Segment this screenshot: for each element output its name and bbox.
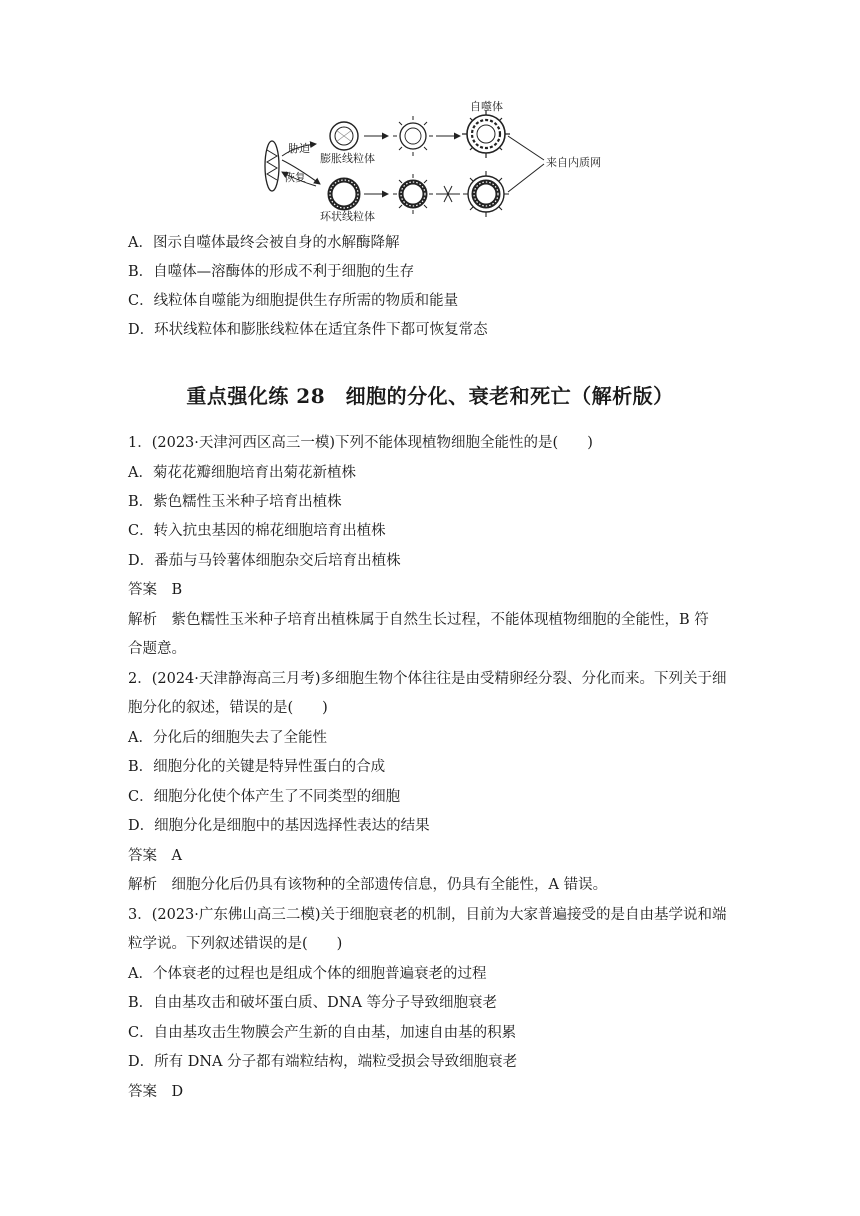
q1-analysis-line1: 解析 紫色糯性玉米种子培育出植株属于自然生长过程，不能体现植物细胞的全能性，B 符 xyxy=(128,612,709,628)
swollen-mitochondrion-icon xyxy=(330,122,358,150)
label-ring: 环状线粒体 xyxy=(320,210,375,223)
ring-mitochondrion-icon xyxy=(330,180,358,208)
ring-engulfed-icon xyxy=(393,174,433,214)
q2-analysis: 解析 细胞分化后仍具有该物种的全部遗传信息，仍具有全能性，A 错误。 xyxy=(128,877,608,893)
q3-option-d: D．所有 DNA 分子都有端粒结构，端粒受损会导致细胞衰老 xyxy=(128,1054,518,1070)
label-autophagosome: 自噬体 xyxy=(470,100,503,113)
option-a: A．图示自噬体最终会被自身的水解酶降解 xyxy=(128,235,400,251)
q3-option-c: C．自由基攻击生物膜会产生新的自由基，加速自由基的积累 xyxy=(128,1025,517,1041)
normal-mitochondrion-icon xyxy=(265,141,279,191)
q2-option-b: B．细胞分化的关键是特异性蛋白的合成 xyxy=(128,759,386,775)
q1-option-d: D．番茄与马铃薯体细胞杂交后培育出植株 xyxy=(128,553,401,569)
autophagosome-top-icon xyxy=(462,110,510,158)
q1-option-b: B．紫色糯性玉米种子培育出植株 xyxy=(128,494,342,510)
q3-answer: 答案 D xyxy=(128,1084,184,1100)
q1-answer: 答案 B xyxy=(128,582,183,598)
label-recover: 恢复 xyxy=(284,171,306,184)
option-d: D．环状线粒体和膨胀线粒体在适宜条件下都可恢复常态 xyxy=(128,322,488,338)
option-b: B．自噬体—溶酶体的形成不利于细胞的生存 xyxy=(128,264,415,280)
section-title: 重点强化练 28 细胞的分化、衰老和死亡（解析版） xyxy=(186,384,674,408)
q2-stem-line1: 2．(2024·天津静海高三月考)多细胞生物个体往往是由受精卵经分裂、分化而来。下列关于细 xyxy=(128,671,727,687)
label-swollen: 膨胀线粒体 xyxy=(320,152,375,165)
option-c: C．线粒体自噬能为细胞提供生存所需的物质和能量 xyxy=(128,293,459,309)
q2-stem-line2: 胞分化的叙述，错误的是( ) xyxy=(128,700,328,716)
autophagosome-bottom-icon xyxy=(463,171,509,217)
q3-stem-line2: 粒学说。下列叙述错误的是( ) xyxy=(128,936,343,952)
q1-analysis-line2: 合题意。 xyxy=(128,641,186,657)
q1-option-a: A．菊花花瓣细胞培育出菊花新植株 xyxy=(128,465,356,481)
q3-stem-line1: 3．(2023·广东佛山高三二模)关于细胞衰老的机制，目前为大家普遍接受的是自由基学说和端 xyxy=(128,907,727,923)
label-stress: 胁迫 xyxy=(288,142,310,155)
q2-option-a: A．分化后的细胞失去了全能性 xyxy=(128,730,327,746)
q1-option-c: C．转入抗虫基因的棉花细胞培育出植株 xyxy=(128,523,386,539)
mitochondria-autophagy-diagram xyxy=(258,98,608,224)
q1-stem: 1．(2023·天津河西区高三一模)下列不能体现植物细胞全能性的是( ) xyxy=(128,435,593,451)
q3-option-b: B．自由基攻击和破坏蛋白质、DNA 等分子导致细胞衰老 xyxy=(128,995,498,1011)
q3-option-a: A．个体衰老的过程也是组成个体的细胞普遍衰老的过程 xyxy=(128,966,487,982)
label-er: 来自内质网 xyxy=(546,156,601,169)
q2-option-d: D．细胞分化是细胞中的基因选择性表达的结果 xyxy=(128,818,430,834)
swollen-engulfed-icon xyxy=(393,116,433,156)
q2-option-c: C．细胞分化使个体产生了不同类型的细胞 xyxy=(128,789,401,805)
q2-answer: 答案 A xyxy=(128,848,182,864)
